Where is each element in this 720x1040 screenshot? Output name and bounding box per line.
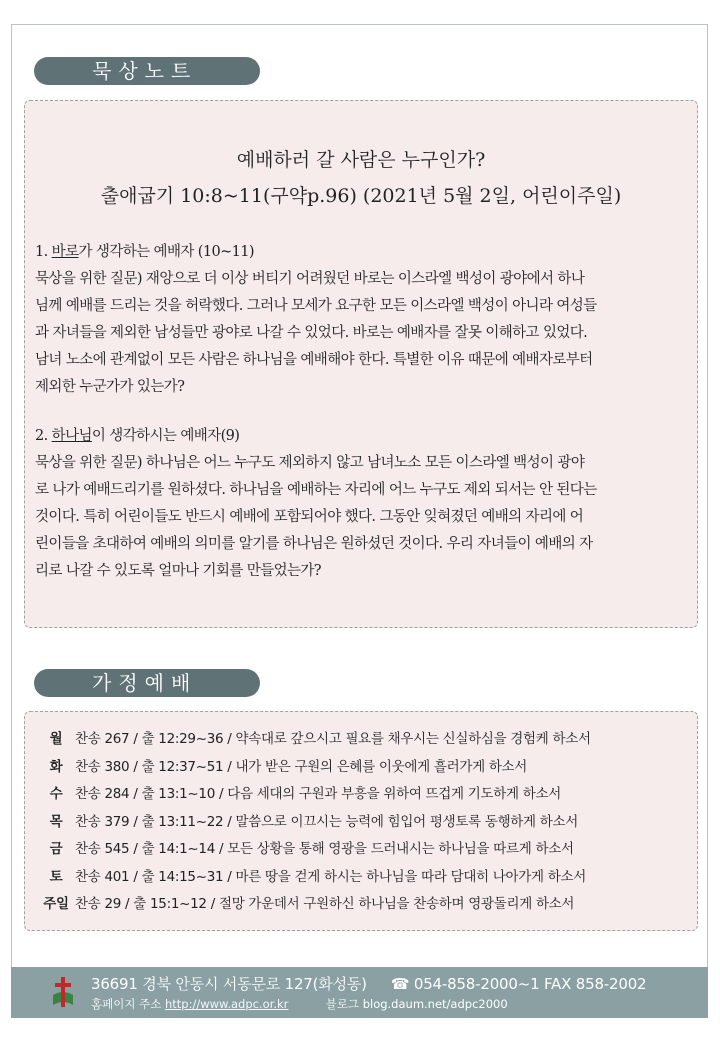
point-1-line: 과 자녀들을 제외한 남성들만 광야로 나갈 수 있었다. 바로는 예배자를 잘못 이해하고 있었다. [35,325,588,341]
meditation-note-box [24,100,698,628]
day-label: 월 [49,731,63,747]
point-2-number: 2. [35,428,52,444]
meditation-title: 예배하러 갈 사람은 누구인가? [236,149,486,171]
list-item [37,891,689,919]
point-2-heading [35,423,685,450]
day-label: 목 [49,813,63,830]
point-2-line: 것이다. 특히 어린이들도 반드시 예배에 포함되어야 했다. 그동안 잊혀졌던 예배의 자리에 어 [35,509,584,525]
address: 36691 경북 안동시 서동문로 127(화성동) [91,975,367,993]
list-item [37,809,689,837]
section-tab-family-worship: 가정예배 [34,669,260,697]
point-2-line: 린이들을 초대하여 예배의 의미를 알기를 하나님은 원하셨던 것이다. 우리 자녀들이 예배의 자 [35,536,593,552]
list-item [37,726,689,754]
point-2-line: 리로 나갈 수 있도록 얼마나 기회를 만들었는가? [35,563,321,579]
footer-address-line [91,973,646,994]
list-item [37,781,689,809]
point-1-line: 묵상을 위한 질문) 재앙으로 더 이상 버티기 어려웠던 바로는 이스라엘 백성이 광야에서 하나 [35,271,585,287]
reading-text: 찬송 284 / 출 13:1~10 / 다음 세대의 구원과 부흥을 위하여 뜨겁게 기도하게 하소서 [75,786,561,802]
day-label: 금 [49,841,63,857]
reading-text: 찬송 379 / 출 13:11~22 / 말씀으로 이끄시는 능력에 힘입어 평생토록 동행하게 하소서 [75,813,579,830]
point-1-heading [35,239,685,266]
reading-text: 찬송 29 / 출 15:1~12 / 절망 가운데서 구원하신 하나님을 찬송하며 영광돌리게 하소서 [75,896,575,912]
footer-web-line [91,996,508,1012]
homepage-label: 홈페이지 주소 [91,997,162,1011]
family-worship-box [24,711,698,931]
point-1-keyword: 바로 [51,244,79,260]
blog-address: 블로그 blog.daum.net/adpc2000 [325,997,508,1011]
section-tab-meditation: 묵상노트 [34,57,260,85]
day-label: 토 [49,868,63,885]
reading-text: 찬송 401 / 출 14:15~31 / 마른 땅을 걷게 하시는 하나님을 따라 담대히 나아가게 하소서 [75,868,586,885]
day-label: 주일 [43,896,69,912]
point-2-line: 묵상을 위한 질문) 하나님은 어느 누구도 제외하지 않고 남녀노소 모든 이스라엘 백성이 광야 [35,455,585,471]
reading-text: 찬송 380 / 출 12:37~51 / 내가 받은 구원의 은혜를 이웃에게 흘러가게 하소서 [75,758,528,775]
point-2-keyword: 하나님 [51,428,92,444]
footer [11,967,708,1018]
meditation-subtitle: 출애굽기 10:8~11(구약p.96) (2021년 5월 2일, 어린이주일) [100,185,622,207]
point-1-heading-text: 가 생각하는 예배자 (10~11) [78,244,254,260]
point-2 [35,423,685,585]
list-item [37,754,689,782]
reading-text: 찬송 267 / 출 12:29~36 / 약속대로 갚으시고 필요를 채우시는 신실하심을 경험케 하소서 [75,731,591,747]
list-item [37,836,689,864]
point-1 [35,239,685,401]
homepage-link[interactable]: http://www.adpc.or.kr [164,997,289,1011]
list-item [37,864,689,892]
point-1-line: 님께 예배를 드리는 것을 허락했다. 그러나 모세가 요구한 모든 이스라엘 백성이 아니라 여성들 [35,298,597,314]
day-label: 화 [49,758,63,775]
phone-fax: ☎ 054-858-2000~1 FAX 858-2002 [390,975,647,993]
family-worship-list [37,726,689,919]
point-2-line: 로 나가 예배드리기를 원하셨다. 하나님을 예배하는 자리에 어느 누구도 제외 되서는 안 된다는 [35,482,597,498]
point-1-line: 제외한 누군가가 있는가? [35,379,185,395]
day-label: 수 [49,786,63,802]
church-logo-icon [51,975,75,1011]
reading-text: 찬송 545 / 출 14:1~14 / 모든 상황을 통해 영광을 드러내시는 하나님을 따르게 하소서 [75,841,574,857]
point-1-line: 남녀 노소에 관계없이 모든 사람은 하나님을 예배해야 한다. 특별한 이유 때문에 예배자로부터 [35,352,593,368]
point-1-number: 1. [35,244,52,260]
point-2-heading-text: 이 생각하시는 예배자(9) [91,428,240,444]
